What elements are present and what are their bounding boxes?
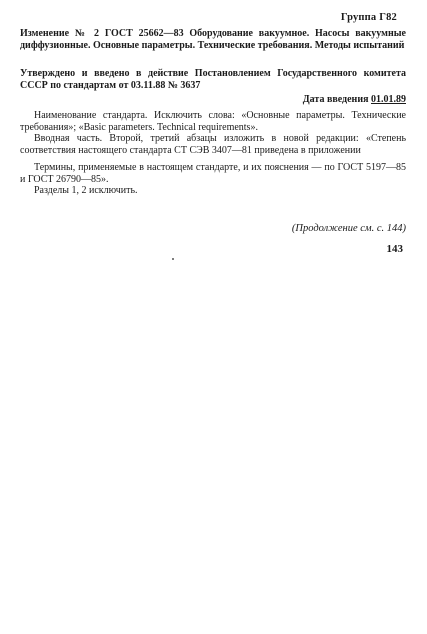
amendment-title: Изменение № 2 ГОСТ 25662—83 Оборудование вакуумное. Насосы вакуумные диффузионные. Основные параметры. Технические требования. Методы испытаний (20, 28, 406, 51)
approval-statement: Утверждено и введено в действие Постановлением Государственного комитета СССР по стандартам от 03.11.88 № 3637 (20, 68, 406, 91)
amendment-body (20, 110, 406, 197)
paragraph-introduction-change: Вводная часть. Второй, третий абзацы изложить в новой редакции: «Степень соответствия настоящего стандарта СТ СЭВ 3407—81 приведена в приложении (20, 133, 406, 156)
page-number: 143 (386, 243, 403, 255)
scan-speck (172, 258, 174, 260)
paragraph-title-change: Наименование стандарта. Исключить слова: «Основные параметры. Технические требования»; «Basic parameters. Technical requirements». (20, 110, 406, 133)
date-label: Дата введения (302, 94, 369, 105)
effective-date (303, 94, 406, 105)
continuation-note: (Продолжение см. с. 144) (291, 223, 406, 234)
paragraph-sections-removed: Разделы 1, 2 исключить. (34, 185, 138, 196)
group-label: Группа Г82 (340, 12, 397, 23)
paragraph-terms: Термины, применяемые в настоящем стандарте, и их пояснения — по ГОСТ 5197—85 и ГОСТ 26790—85». (20, 162, 406, 185)
date-value: 01.01.89 (371, 94, 406, 105)
